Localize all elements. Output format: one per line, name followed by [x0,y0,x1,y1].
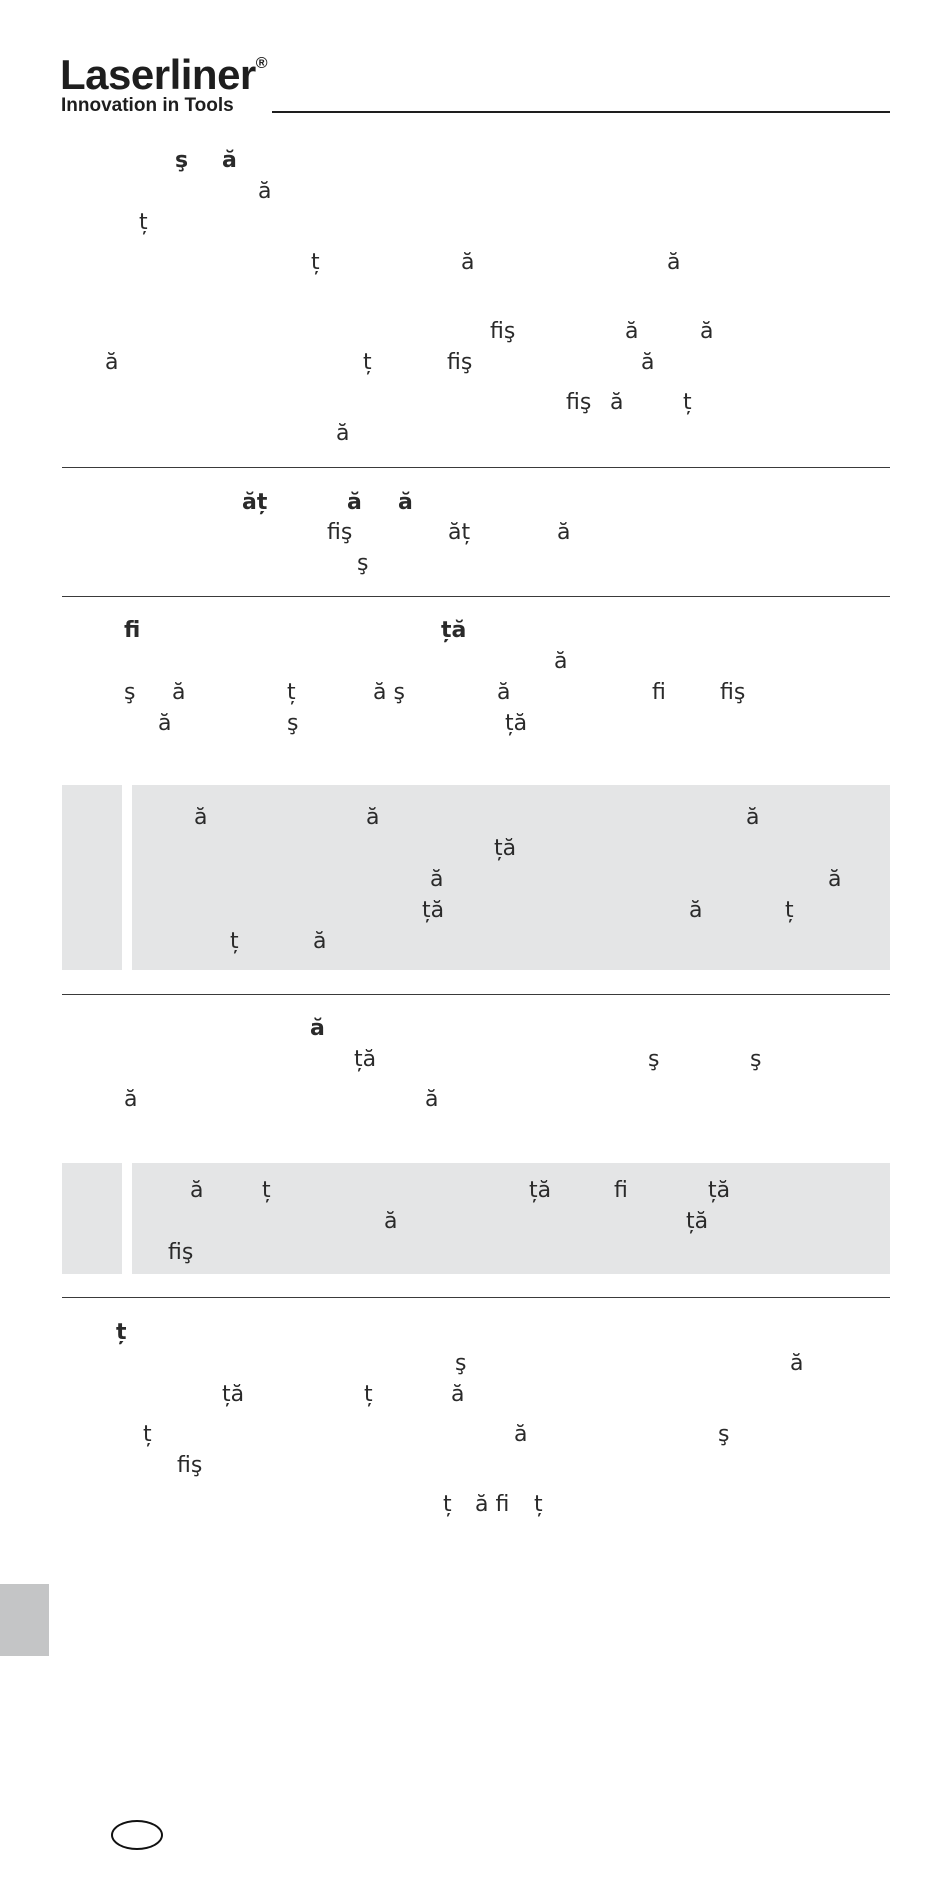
text-frag: ş [287,711,299,736]
text-frag: ă [497,680,511,705]
text-frag: fiş [327,520,353,545]
note-text-frag: ță [686,1209,709,1234]
text-frag: ă [514,1422,528,1447]
note-text-frag: fi [614,1178,628,1203]
text-frag: ț [143,1422,152,1447]
text-frag: ă [625,319,639,344]
text-frag: ț [287,680,296,705]
note-text-frag: ă [366,805,380,830]
language-oval [111,1820,163,1850]
text-frag: fiş [447,350,473,375]
note-text-frag: ă [430,867,444,892]
note-icon-column [62,785,122,970]
text-frag: ță [354,1047,377,1072]
note-text-frag: ță [708,1178,731,1203]
note-text-frag: ță [529,1178,552,1203]
text-frag: ş [718,1422,730,1447]
note-text-frag: ă [313,929,327,954]
section-1-heading-frag: ă [222,148,237,173]
note-text-frag: ă [190,1178,204,1203]
section-3-heading-frag: fi [124,618,141,643]
note-text-frag: fiş [168,1240,194,1265]
note-text-frag: ă [689,898,703,923]
text-frag: ă fi [475,1492,510,1517]
text-frag: ă [172,680,186,705]
text-frag: ă [336,421,350,446]
section-2-heading-frag: ă [347,490,362,515]
text-frag: ț [443,1492,452,1517]
note-text-frag: ț [785,898,794,923]
section-3-heading-frag: ță [441,618,467,643]
text-frag: ță [505,711,528,736]
text-frag: ăț [448,520,471,545]
text-frag: ț [363,350,372,375]
text-frag: ă [554,649,568,674]
brand-tagline: Innovation in Tools [61,95,234,116]
text-frag: ț [534,1492,543,1517]
note-text-frag: ț [262,1178,271,1203]
note-box-2 [62,1163,890,1274]
note-text-frag: ă [384,1209,398,1234]
text-frag: ă [451,1382,465,1407]
text-frag: ă [158,711,172,736]
note-box-1 [62,785,890,970]
text-frag: ț [683,390,692,415]
text-frag: fiş [177,1453,203,1478]
text-frag: ță [222,1382,245,1407]
text-frag: ă [105,350,119,375]
text-frag: ă ş [373,680,405,705]
section-divider [62,596,890,597]
text-frag: ă [557,520,571,545]
text-frag: fi [652,680,666,705]
note-icon-column [62,1163,122,1274]
text-frag: ş [455,1351,467,1376]
text-frag: ş [750,1047,762,1072]
note-text-frag: ță [422,898,445,923]
text-frag: ă [124,1087,138,1112]
registered-mark: ® [255,55,268,72]
section-4-heading-frag: ă [310,1016,325,1041]
section-1-heading-frag: ş [175,148,189,173]
text-frag: ă [790,1351,804,1376]
text-frag: ă [425,1087,439,1112]
text-frag: ă [700,319,714,344]
section-2-heading-frag: ăț [242,490,268,515]
header-rule [272,111,890,113]
section-5-heading-frag: ț [116,1320,127,1345]
section-divider [62,994,890,995]
text-frag: fiş [490,319,516,344]
text-frag: ă [610,390,624,415]
note-body [132,785,890,970]
text-frag: ă [258,179,272,204]
text-frag: ț [311,250,320,275]
note-text-frag: ă [746,805,760,830]
text-frag: ă [641,350,655,375]
text-frag: fiş [720,680,746,705]
section-divider [62,1297,890,1298]
note-text-frag: ă [828,867,842,892]
section-divider [62,467,890,468]
text-frag: ş [357,551,369,576]
text-frag: ă [667,250,681,275]
section-2-heading-frag: ă [398,490,413,515]
text-frag: ă [461,250,475,275]
brand-name: Laserliner [60,51,256,98]
brand-logo [60,51,268,98]
note-text-frag: ă [194,805,208,830]
text-frag: ț [364,1382,373,1407]
text-frag: ş [124,680,136,705]
note-text-frag: ț [230,929,239,954]
note-body [132,1163,890,1274]
text-frag: ş [648,1047,660,1072]
language-side-tab [0,1584,49,1656]
text-frag: fiş [566,390,592,415]
note-text-frag: ță [494,836,517,861]
text-frag: ț [139,210,148,235]
